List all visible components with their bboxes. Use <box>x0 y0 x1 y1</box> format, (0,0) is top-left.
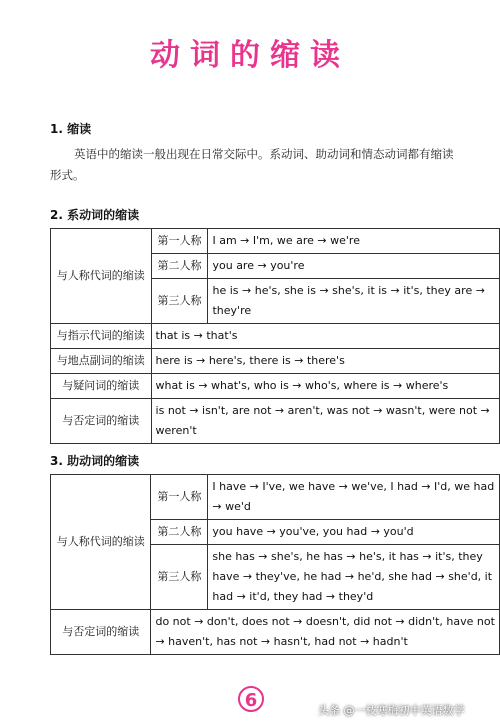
table-row <box>51 324 500 349</box>
page-title: 动词的缩读 <box>150 38 350 73</box>
section-2-heading: 2. 系动词的缩读 <box>50 208 140 222</box>
contraction-text: is not → isn't, are not → aren't, was not → wasn't, were not → weren't <box>151 399 499 444</box>
person-label: 第三人称 <box>151 279 208 324</box>
contraction-text: I have → I've, we have → we've, I had → I'd, we had → we'd <box>208 475 500 520</box>
table-row <box>51 475 500 520</box>
contraction-text: I am → I'm, we are → we're <box>208 229 500 254</box>
contraction-text: that is → that's <box>151 324 499 349</box>
table-row <box>51 610 500 655</box>
table-row <box>51 229 500 254</box>
section-1-paragraph: 英语中的缩读一般出现在日常交际中。系动词、助动词和情态动词都有缩读形式。 <box>50 147 454 182</box>
table-row <box>51 399 500 444</box>
contraction-text: you have → you've, you had → you'd <box>208 520 500 545</box>
section-3-heading: 3. 助动词的缩读 <box>50 454 140 468</box>
person-label: 第二人称 <box>151 254 208 279</box>
watermark: 头条 @一枝寒梅初中英语数学 <box>318 704 465 717</box>
contraction-text: here is → here's, there is → there's <box>151 349 499 374</box>
person-label: 第三人称 <box>151 545 208 610</box>
page-number: 6 <box>238 686 264 712</box>
category-cell: 与地点副词的缩读 <box>51 349 152 374</box>
category-cell: 与人称代词的缩读 <box>51 229 152 324</box>
category-cell: 与疑问词的缩读 <box>51 374 152 399</box>
person-label: 第二人称 <box>151 520 208 545</box>
contraction-text: she has → she's, he has → he's, it has → it's, they have → they've, he had → he'd, she had → she'd, it had → it'd, they had → they'd <box>208 545 500 610</box>
auxiliary-verb-table <box>50 474 500 655</box>
contraction-text: what is → what's, who is → who's, where is → where's <box>151 374 499 399</box>
table-row <box>51 349 500 374</box>
category-cell: 与否定词的缩读 <box>51 610 151 655</box>
category-cell: 与否定词的缩读 <box>51 399 152 444</box>
category-cell: 与指示代词的缩读 <box>51 324 152 349</box>
contraction-text: he is → he's, she is → she's, it is → it's, they are → they're <box>208 279 500 324</box>
person-label: 第一人称 <box>151 229 208 254</box>
contraction-text: do not → don't, does not → doesn't, did not → didn't, have not → haven't, has not → hasn't, had not → hadn't <box>151 610 500 655</box>
person-label: 第一人称 <box>151 475 208 520</box>
category-cell: 与人称代词的缩读 <box>51 475 151 610</box>
table-row <box>51 374 500 399</box>
section-1-heading: 1. 缩读 <box>50 122 92 136</box>
linking-verb-table <box>50 228 500 444</box>
contraction-text: you are → you're <box>208 254 500 279</box>
